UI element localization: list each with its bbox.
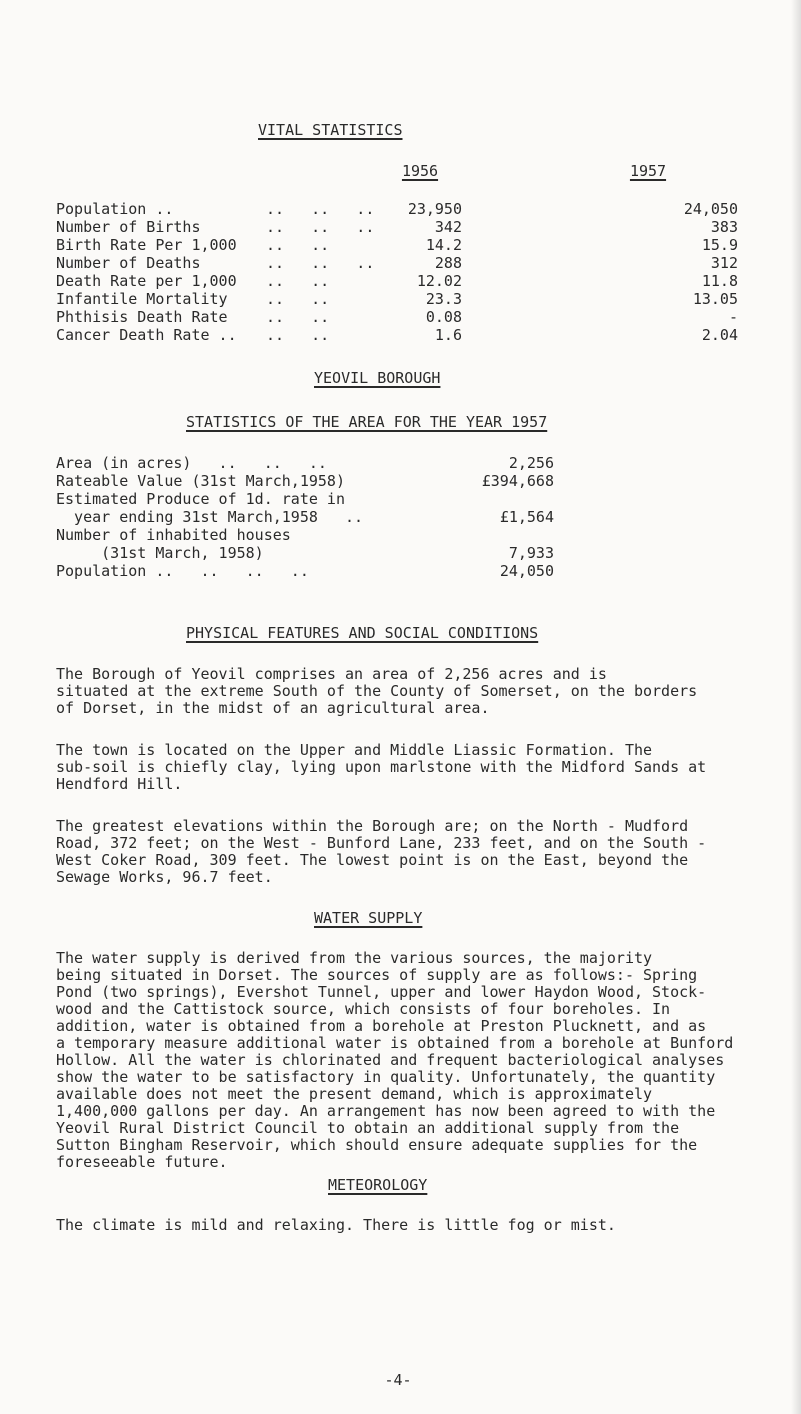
vital-row-label: Death Rate per 1,000 [56, 272, 237, 290]
vital-row-1957: 312 [710, 254, 738, 272]
area-row-label: Rateable Value (31st March,1958) [56, 472, 345, 490]
vital-row-label: Birth Rate Per 1,000 [56, 236, 237, 254]
area-row-label: Area (in acres) .. .. .. [56, 454, 327, 472]
meteorology-paragraph: The climate is mild and relaxing. There is little fog or mist. [56, 1216, 616, 1234]
vital-row-label: Population .. [56, 200, 174, 218]
page-edge-shadow [791, 0, 801, 1414]
area-row-label: Number of inhabited houses [56, 526, 291, 544]
vital-row-dots: .. .. [266, 272, 330, 290]
area-row-label: Estimated Produce of 1d. rate in [56, 490, 345, 508]
water-supply-heading: WATER SUPPLY [314, 909, 423, 927]
vital-row-dots: .. .. .. [266, 254, 375, 272]
vital-row-1957: 11.8 [701, 272, 738, 290]
vital-row-1956: 288 [434, 254, 462, 272]
vital-row-label: Number of Births [56, 218, 201, 236]
physical-paragraph-1: The Borough of Yeovil comprises an area of 2,256 acres and is situated at the extreme South of the County of Somerset, on the borders of Dorset, in the midst of an agricultural area. [56, 665, 698, 717]
year-1956-header: 1956 [401, 162, 439, 180]
area-row-label: (31st March, 1958) [56, 544, 264, 562]
vital-row-label: Phthisis Death Rate [56, 308, 228, 326]
vital-row-dots: .. .. [266, 290, 330, 308]
area-row-value: 24,050 [499, 562, 554, 580]
vital-row-1957: 24,050 [683, 200, 738, 218]
vital-row-1956: 23.3 [425, 290, 462, 308]
vital-row-1957: - [728, 308, 738, 326]
physical-paragraph-2: The town is located on the Upper and Middle Liassic Formation. The sub-soil is chiefly clay, lying upon marlstone with the Midford Sands at Hendford Hill. [56, 741, 707, 793]
vital-row-1956: 14.2 [425, 236, 462, 254]
area-row-value: 7,933 [508, 544, 554, 562]
area-row-value: £1,564 [499, 508, 554, 526]
area-row-label: year ending 31st March,1958 .. [56, 508, 364, 526]
vital-row-dots: .. .. [266, 326, 330, 344]
vital-row-dots: .. .. [266, 308, 330, 326]
vital-row-1956: 23,950 [407, 200, 462, 218]
vital-row-label: Infantile Mortality [56, 290, 228, 308]
meteorology-heading: METEOROLOGY [328, 1176, 428, 1194]
vital-row-dots: .. .. .. [266, 200, 375, 218]
vital-row-1956: 342 [434, 218, 462, 236]
vital-row-1956: 1.6 [434, 326, 462, 344]
vital-row-1957: 15.9 [701, 236, 738, 254]
area-row-label: Population .. .. .. .. [56, 562, 309, 580]
water-supply-paragraph: The water supply is derived from the various sources, the majority being situated in Dorset. The sources of supply are as follows:- Spring Pond (two springs), Evershot Tunnel, upper and lower Haydon Wood, Stock- wood and the Cattistock source, which consists of four boreholes. In addition, water is obtained from a borehole at Preston Plucknett, and as a temporary measure additional water is obtained from a borehole at Bunford Hollow. All the water is chlorinated and frequent bacteriological analyses show the water to be satisfactory in quality. Unfortunately, the quantity available does not meet the present demand, which is approximately 1,400,000 gallons per day. An arrangement has now been agreed to with the Yeovil Rural District Council to obtain an additional supply from the Sutton Bingham Reservoir, which should ensure adequate supplies for the foreseeable future. [56, 949, 734, 1171]
vital-row-dots: .. .. .. [266, 218, 375, 236]
vital-statistics-title: VITAL STATISTICS [258, 121, 403, 139]
physical-paragraph-3: The greatest elevations within the Borough are; on the North - Mudford Road, 372 feet; on the West - Bunford Lane, 233 feet, and on the South - West Coker Road, 309 feet. The lowest point is on the East, beyond the Sewage Works, 96.7 feet. [56, 817, 707, 886]
vital-row-1956: 0.08 [425, 308, 462, 326]
borough-subtitle: STATISTICS OF THE AREA FOR THE YEAR 1957 [186, 413, 548, 431]
vital-row-1957: 13.05 [692, 290, 738, 308]
vital-row-1957: 383 [710, 218, 738, 236]
area-row-value: 2,256 [508, 454, 554, 472]
vital-row-1956: 12.02 [416, 272, 462, 290]
vital-row-label: Cancer Death Rate .. [56, 326, 237, 344]
area-row-value: £394,668 [481, 472, 554, 490]
borough-title: YEOVIL BOROUGH [314, 369, 441, 387]
year-1957-header: 1957 [629, 162, 667, 180]
physical-features-heading: PHYSICAL FEATURES AND SOCIAL CONDITIONS [186, 624, 539, 642]
vital-row-1957: 2.04 [701, 326, 738, 344]
page-number: -4- [384, 1371, 412, 1389]
vital-row-label: Number of Deaths [56, 254, 201, 272]
vital-row-dots: .. .. [266, 236, 330, 254]
